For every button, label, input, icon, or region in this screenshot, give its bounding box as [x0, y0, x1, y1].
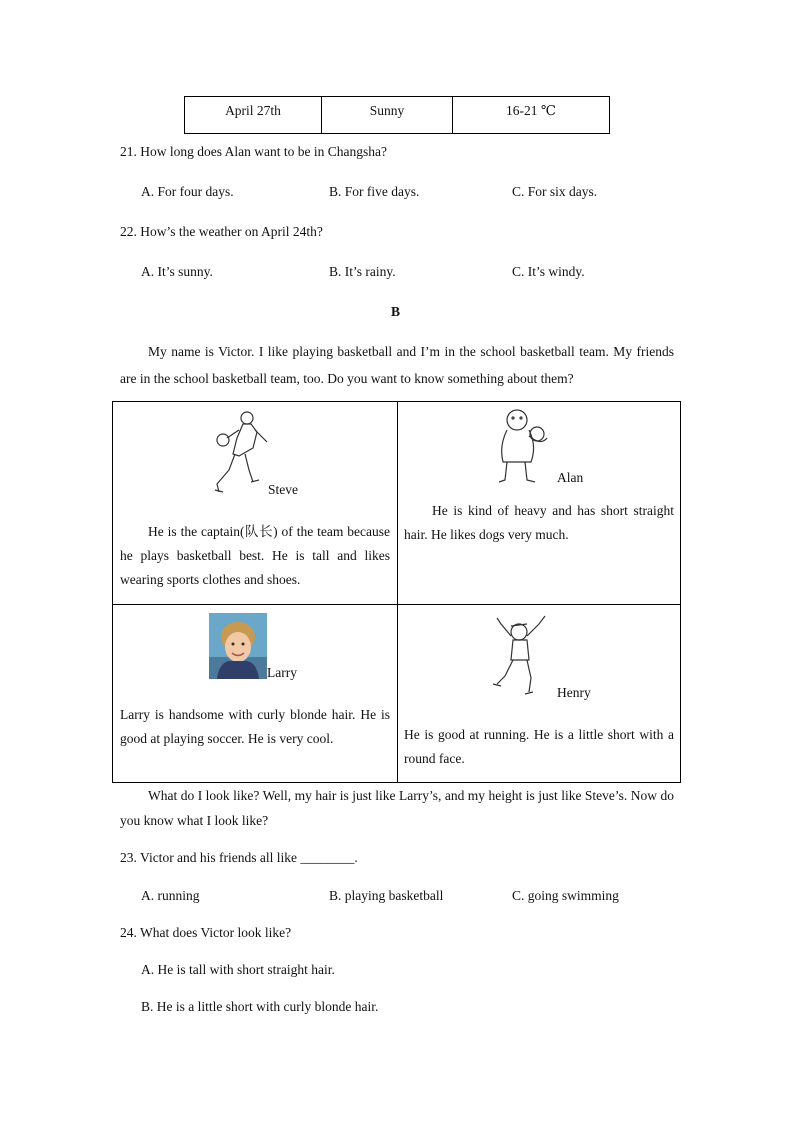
q21-option-c: C. For six days. — [512, 184, 598, 199]
weather-cell: Sunny — [322, 97, 453, 134]
q21-option-b: B. For five days. — [329, 184, 420, 199]
question-22: 22. How’s the weather on April 24th? — [120, 224, 323, 239]
henry-description: He is good at running. He is a little short with a round face. — [404, 727, 674, 766]
alan-name: Alan — [557, 470, 584, 485]
q23-option-b: B. playing basketball — [329, 888, 444, 903]
steve-basketball-illustration — [209, 408, 275, 496]
date-cell: April 27th — [185, 97, 322, 134]
outro-paragraph: What do I look like? Well, my hair is just like Larry’s, and my height is just like Steve’s. Now do you know what I look like? — [120, 788, 674, 828]
alan-description: He is kind of heavy and has short straight hair. He likes dogs very much. — [404, 503, 674, 542]
henry-name: Henry — [557, 685, 591, 700]
table-row — [185, 97, 610, 134]
q23-option-a: A. running — [141, 888, 200, 903]
question-23: 23. Victor and his friends all like ________. — [120, 850, 358, 865]
weather-table — [184, 96, 610, 134]
temp-cell: 16-21 ℃ — [453, 97, 610, 134]
steve-name: Steve — [268, 482, 298, 497]
steve-description: He is the captain(队长) of the team because he plays basketball best. He is tall and likes wearing sports clothes and shoes. — [120, 524, 390, 587]
larry-name: Larry — [267, 665, 297, 680]
henry-running-illustration — [487, 614, 555, 698]
q24-option-a: A. He is tall with short straight hair. — [141, 962, 335, 977]
q23-option-c: C. going swimming — [512, 888, 619, 903]
table-divider-vertical — [397, 402, 398, 782]
question-24: 24. What does Victor look like? — [120, 925, 292, 940]
larry-description: Larry is handsome with curly blonde hair. He is good at playing soccer. He is very cool. — [120, 707, 390, 746]
table-divider-horizontal — [113, 604, 680, 605]
q24-option-b: B. He is a little short with curly blonde hair. — [141, 999, 379, 1014]
alan-dog-illustration — [493, 406, 559, 486]
q22-option-b: B. It’s rainy. — [329, 264, 396, 279]
intro-paragraph: My name is Victor. I like playing basketball and I’m in the school basketball team. My friends are in the school basketball team, too. Do you want to know something about them? — [120, 344, 674, 386]
q21-option-a: A. For four days. — [141, 184, 234, 199]
q22-option-a: A. It’s sunny. — [141, 264, 213, 279]
friends-table — [112, 401, 681, 783]
section-heading: B — [391, 304, 401, 319]
question-21: 21. How long does Alan want to be in Changsha? — [120, 144, 387, 159]
larry-photo — [209, 613, 267, 679]
q22-option-c: C. It’s windy. — [512, 264, 585, 279]
